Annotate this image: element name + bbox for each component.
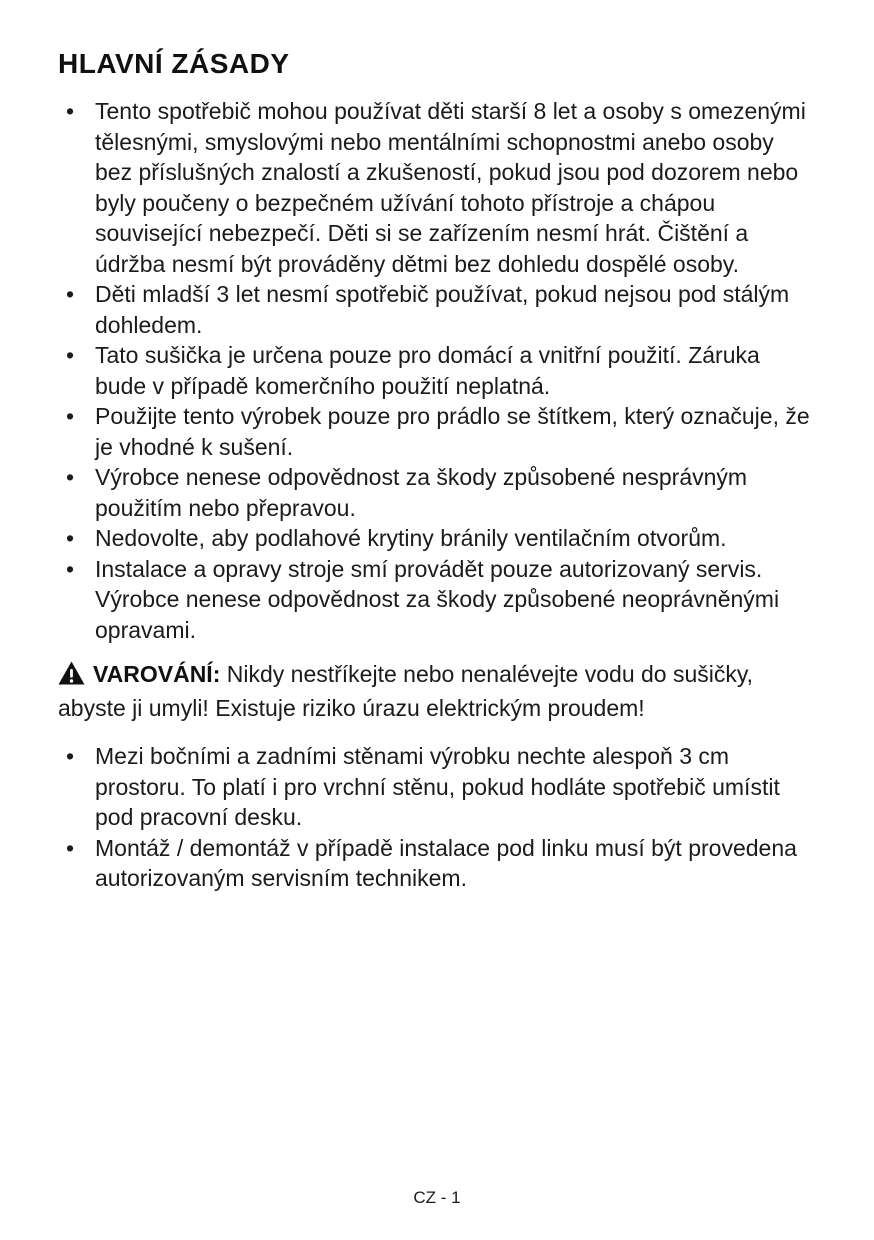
bullet-text: Výrobce nenese odpovědnost za škody způsobené nesprávným použitím nebo přepravou.	[95, 464, 748, 521]
list-item	[58, 741, 816, 833]
bullet-icon	[66, 96, 74, 127]
bullet-icon	[66, 741, 74, 772]
list-item	[58, 401, 816, 462]
list-item	[58, 833, 816, 894]
bullet-text: Nedovolte, aby podlahové krytiny bránily ventilačním otvorům.	[95, 525, 727, 551]
bullet-text: Děti mladší 3 let nesmí spotřebič používat, pokud nejsou pod stálým dohledem.	[95, 281, 790, 338]
list-item	[58, 523, 816, 554]
warning-paragraph	[58, 659, 816, 723]
bullet-text: Instalace a opravy stroje smí provádět pouze autorizovaný servis. Výrobce nenese odpovědnost za škody způsobené neoprávněnými opravami.	[95, 555, 780, 643]
bullet-icon	[66, 523, 74, 554]
bullet-text: Použijte tento výrobek pouze pro prádlo se štítkem, který označuje, že je vhodné k sušení.	[95, 403, 810, 460]
list-item	[58, 279, 816, 340]
bullet-icon	[66, 279, 74, 310]
list-item	[58, 340, 816, 401]
bullet-icon	[66, 462, 74, 493]
bullet-text: Mezi bočními a zadními stěnami výrobku nechte alespoň 3 cm prostoru. To platí i pro vrchní stěnu, pokud hodláte spotřebič umístit pod pracovní desku.	[95, 743, 780, 830]
page-number: CZ - 1	[413, 1188, 461, 1207]
safety-bullet-list-bottom	[58, 741, 816, 894]
bullet-icon	[66, 340, 74, 371]
bullet-text: Tento spotřebič mohou používat děti starší 8 let a osoby s omezenými tělesnými, smyslovými nebo mentálními schopnostmi anebo osoby bez příslušných znalostí a zkušeností, pokud jsou pod dozorem nebo byly poučeny o bezpečném užívání tohoto přístroje a chápou související nebezpečí. Děti si se zařízením nesmí hrát. Čištění a údržba nesmí být prováděny dětmi bez dohledu dospělé osoby.	[95, 98, 806, 277]
list-item	[58, 462, 816, 523]
page-title: HLAVNÍ ZÁSADY	[58, 48, 290, 79]
bullet-icon	[66, 401, 74, 432]
bullet-text: Montáž / demontáž v případě instalace pod linku musí být provedena autorizovaným servisním technikem.	[95, 834, 797, 891]
list-item	[58, 96, 816, 279]
bullet-text: Tato sušička je určena pouze pro domácí a vnitřní použití. Záruka bude v případě komerčního použití neplatná.	[95, 342, 760, 399]
safety-bullet-list-top	[58, 96, 816, 645]
bullet-icon	[66, 833, 74, 864]
warning-text: Nikdy nestříkejte nebo nenalévejte vodu do sušičky, abyste ji umyli! Existuje riziko úrazu elektrickým proudem!	[58, 661, 754, 721]
list-item	[58, 554, 816, 646]
warning-label: VAROVÁNÍ:	[93, 661, 221, 687]
warning-triangle-icon	[58, 661, 85, 693]
bullet-icon	[66, 554, 74, 585]
